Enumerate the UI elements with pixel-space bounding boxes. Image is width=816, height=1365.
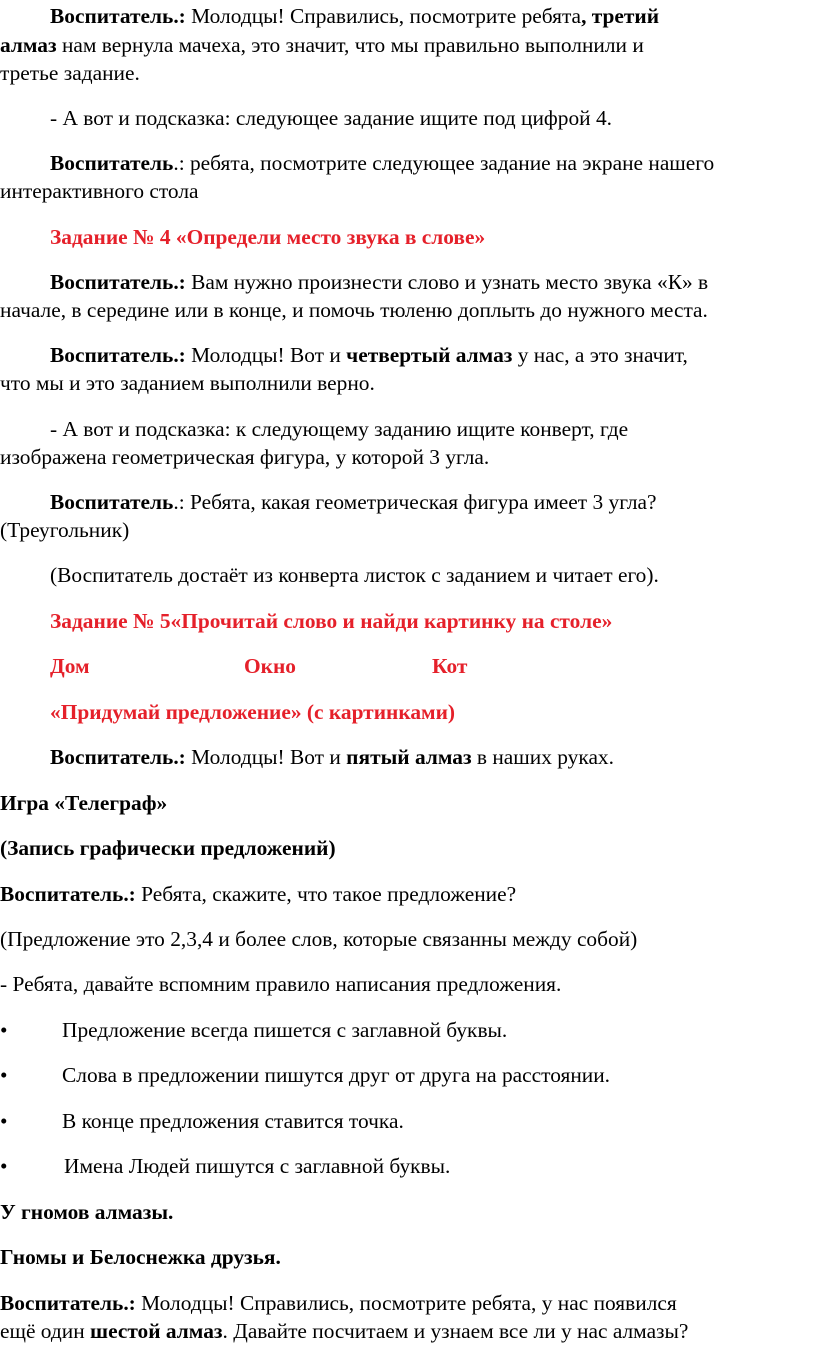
bullet-item-4: • Имена Людей пишутся с заглавной буквы. (0, 1154, 451, 1178)
paragraph-12: - Ребята, давайте вспомним правило написания предложения. (0, 972, 562, 996)
heading-gnomes-diamonds: У гномов алмазы. (0, 1200, 174, 1224)
heading-gnomes-snow-white: Гномы и Белоснежка друзья. (0, 1245, 281, 1269)
bullet-item-1: • Предложение всегда пишется с заглавной буквы. (0, 1018, 508, 1042)
bullet-item-3: • В конце предложения ставится точка. (0, 1109, 404, 1133)
task-5-heading: Задание № 5«Прочитай слово и найди картинку на столе» (50, 609, 613, 633)
paragraph-5-line-2: что мы и это заданием выполнили верно. (0, 371, 375, 395)
word-1: Дом (50, 654, 90, 678)
hint-paragraph-2-line-1: - А вот и подсказка: к следующему заданию ищите конверт, где (50, 417, 629, 441)
task-5-subheading: «Придумай предложение» (с картинками) (50, 700, 456, 724)
paragraph-7-line-2: (Треугольник) (0, 518, 130, 542)
paragraph-1-line-3: третье задание. (0, 61, 140, 85)
bullet-icon: • (0, 1109, 8, 1133)
hint-paragraph-2-line-2: изображена геометрическая фигура, у которой 3 угла. (0, 445, 490, 469)
paragraph-8: (Воспитатель достаёт из конверта листок с заданием и читает его). (50, 563, 659, 587)
bullet-icon: • (0, 1154, 8, 1178)
task-4-heading: Задание № 4 «Определи место звука в слове» (50, 225, 486, 249)
bullet-item-2: • Слова в предложении пишутся друг от друга на расстоянии. (0, 1063, 611, 1087)
game-heading: Игра «Телеграф» (0, 791, 168, 815)
paragraph-1-line-2: алмаз нам вернула мачеха, это значит, что мы правильно выполнили и (0, 33, 644, 57)
paragraph-11: (Предложение это 2,3,4 и более слов, которые связанны между собой) (0, 927, 638, 951)
paragraph-5-line-1: Воспитатель.: Молодцы! Вот и четвертый алмаз у нас, а это значит, (50, 343, 688, 367)
paragraph-1-line-1: Воспитатель.: Молодцы! Справились, посмотрите ребята, третий (50, 4, 660, 28)
paragraph-10: Воспитатель.: Ребята, скажите, что такое предложение? (0, 882, 517, 906)
paragraph-9: Воспитатель.: Молодцы! Вот и пятый алмаз в наших руках. (50, 745, 614, 769)
word-2: Окно (244, 654, 296, 678)
hint-paragraph-1: - А вот и подсказка: следующее задание ищите под цифрой 4. (50, 106, 612, 130)
paragraph-4-line-1: Воспитатель.: Вам нужно произнести слово и узнать место звука «К» в (50, 270, 709, 294)
word-3: Кот (432, 654, 468, 678)
paragraph-4-line-2: начале, в середине или в конце, и помочь тюленю доплыть до нужного места. (0, 298, 708, 322)
paragraph-3-line-1: Воспитатель.: ребята, посмотрите следующее задание на экране нашего (50, 151, 715, 175)
game-subheading: (Запись графически предложений) (0, 836, 336, 860)
task-5-words (0, 654, 812, 679)
bullet-icon: • (0, 1018, 8, 1042)
paragraph-13-line-1: Воспитатель.: Молодцы! Справились, посмотрите ребята, у нас появился (0, 1291, 677, 1315)
paragraph-3-line-2: интерактивного стола (0, 179, 199, 203)
paragraph-7-line-1: Воспитатель.: Ребята, какая геометрическая фигура имеет 3 угла? (50, 490, 657, 514)
paragraph-13-line-2: ещё один шестой алмаз. Давайте посчитаем и узнаем все ли у нас алмазы? (0, 1319, 689, 1343)
bullet-icon: • (0, 1063, 8, 1087)
